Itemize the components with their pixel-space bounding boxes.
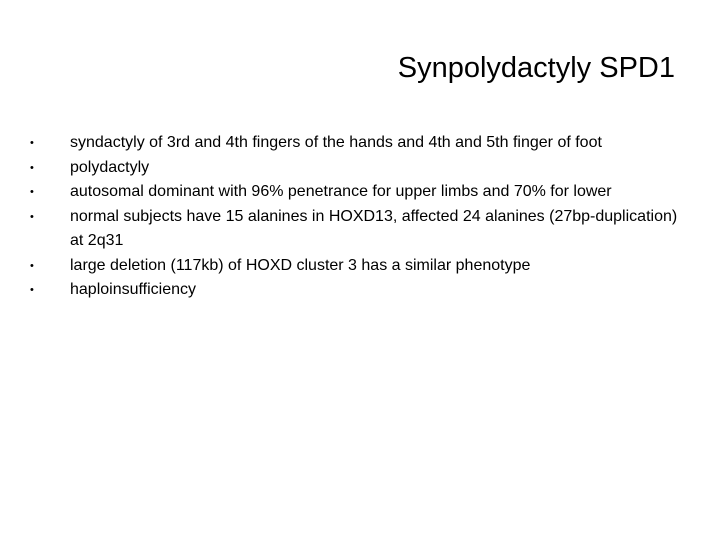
- bullet-item: [30, 156, 690, 181]
- bullet-icon: •: [30, 137, 34, 149]
- bullet-text: syndactyly of 3rd and 4th fingers of the hands and 4th and 5th finger of foot: [70, 134, 602, 151]
- bullet-list: [30, 131, 690, 303]
- slide-title: Synpolydactyly SPD1: [397, 52, 675, 84]
- bullet-icon: •: [30, 284, 34, 296]
- bullet-item: [30, 205, 690, 254]
- bullet-icon: •: [30, 161, 34, 174]
- bullet-text: polydactyly: [70, 158, 150, 176]
- bullet-item: [30, 254, 690, 279]
- bullet-text: haploinsufficiency: [70, 281, 197, 298]
- bullet-text: normal subjects have 15 alanines in HOXD13, affected 24 alanines (27bp-duplication) at 2q31: [70, 207, 678, 249]
- bullet-item: [30, 180, 690, 205]
- bullet-text: autosomal dominant with 96% penetrance for upper limbs and 70% for lower: [70, 183, 612, 200]
- bullet-icon: •: [30, 186, 34, 198]
- bullet-item: [30, 278, 690, 303]
- bullet-icon: •: [30, 210, 34, 223]
- bullet-item: [30, 131, 690, 156]
- bullet-icon: •: [30, 259, 34, 272]
- bullet-text: large deletion (117kb) of HOXD cluster 3 has a similar phenotype: [70, 256, 531, 274]
